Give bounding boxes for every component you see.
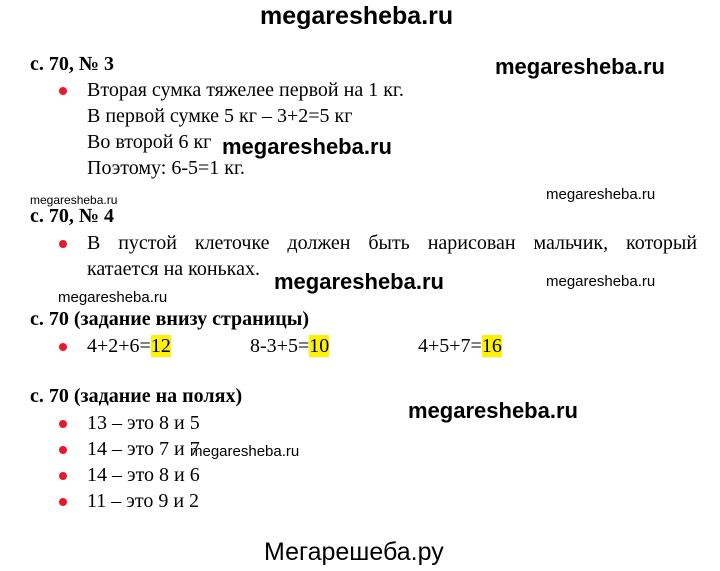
text-line: В первой сумке 5 кг – 3+2=5 кг bbox=[87, 105, 353, 127]
answer-highlight: 12 bbox=[150, 335, 171, 357]
bullet-icon bbox=[59, 240, 67, 248]
list-item: 13 – это 8 и 5 bbox=[87, 412, 200, 434]
text-line: Поэтому: 6-5=1 кг. bbox=[87, 157, 245, 179]
watermark-left-small: megaresheba.ru bbox=[58, 289, 168, 306]
bullet-icon bbox=[59, 87, 67, 95]
watermark-mid-1: megaresheba.ru bbox=[222, 134, 392, 159]
list-item: 14 – это 7 и 7 bbox=[87, 438, 200, 460]
bullet-icon bbox=[59, 446, 67, 454]
equation-3: 4+5+7=16 bbox=[418, 335, 502, 357]
section-heading-1: с. 70, № 3 bbox=[30, 53, 114, 75]
bullet-icon bbox=[59, 343, 67, 351]
text-line-justified: В пустой клеточке должен быть нарисован мальчик, который bbox=[87, 232, 698, 254]
watermark-right-2: megaresheba.ru bbox=[408, 398, 578, 423]
answer-highlight: 10 bbox=[309, 335, 330, 357]
text-line: Вторая сумка тяжелее первой на 1 кг. bbox=[87, 79, 404, 101]
answer-highlight: 16 bbox=[481, 335, 502, 357]
bullet-icon bbox=[59, 420, 67, 428]
equation-2: 8-3+5=10 bbox=[250, 335, 330, 357]
watermark-right-small-1: megaresheba.ru bbox=[546, 186, 656, 203]
watermark-right-small-2: megaresheba.ru bbox=[546, 273, 656, 290]
text-line: Во второй 6 кг bbox=[87, 131, 212, 153]
bullet-icon bbox=[59, 498, 67, 506]
list-item: 11 – это 9 и 2 bbox=[87, 490, 200, 512]
text-line: катается на коньках. bbox=[87, 258, 260, 280]
watermark-bottom: Мегарешеба.ру bbox=[264, 538, 444, 566]
list-item: 14 – это 8 и 6 bbox=[87, 464, 200, 486]
watermark-right-1: megaresheba.ru bbox=[495, 54, 665, 79]
equation-1: 4+2+6=12 bbox=[87, 335, 171, 357]
section-heading-4: с. 70 (задание на полях) bbox=[30, 385, 243, 407]
watermark-mid-2: megaresheba.ru bbox=[274, 269, 444, 294]
section-heading-3: с. 70 (задание внизу страницы) bbox=[30, 308, 309, 330]
watermark-tiny-left: megaresheba.ru bbox=[30, 193, 118, 207]
watermark-top: megaresheba.ru bbox=[260, 2, 454, 30]
section-heading-2: с. 70, № 4 bbox=[30, 205, 114, 227]
bullet-icon bbox=[59, 472, 67, 480]
watermark-mid-small: megaresheba.ru bbox=[190, 443, 300, 460]
